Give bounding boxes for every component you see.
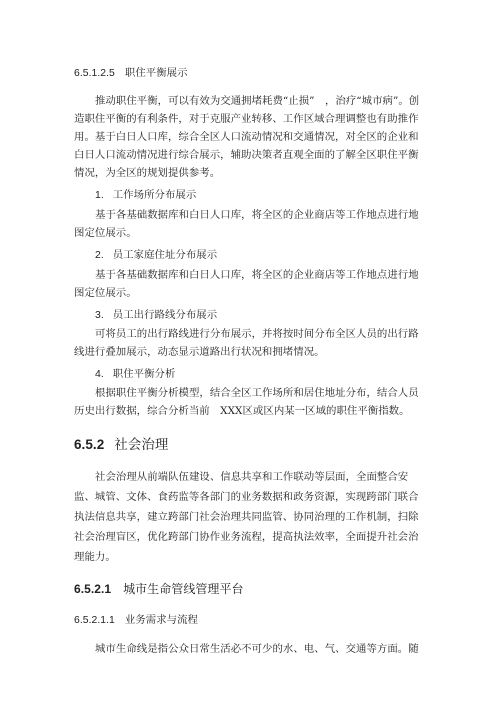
section-title: 职住平衡展示: [124, 67, 188, 79]
paragraph-line: 城市生命线是指公众日常生活必不可少的水、电、气、交通等方面。随: [95, 643, 419, 655]
paragraph-line: 基于各基础数据库和白日人口库，将全区的企业商店等工作地点进行地: [95, 269, 419, 281]
paragraph-line: 历史出行数据，综合分析当前 XXX区或区内某一区域的职住平衡指数。: [74, 405, 410, 417]
list-item-title: [95, 367, 175, 382]
list-item-label: 工作场所分布展示: [112, 189, 197, 201]
section-number: 6.5.2.1.1: [74, 615, 115, 626]
section-heading-6-5-2-1-1: [74, 613, 198, 628]
paragraph-line: 社会治理盲区，优化跨部门协作业务流程，提高执法效率，全面提升社会治: [74, 531, 419, 543]
paragraph-line: 基于各基础数据库和白日人口库，将全区的企业商店等工作地点进行地: [95, 209, 419, 221]
list-item-title: [95, 248, 217, 263]
paragraph-line: 执法信息共享，建立跨部门社会治理共同监管、协同治理的工作机制，扫除: [74, 511, 419, 523]
list-item-number: 3.: [95, 310, 104, 321]
section-number: 6.5.2.1: [74, 582, 112, 596]
paragraph-line: 图定位展示。: [74, 287, 137, 299]
list-item-title: [95, 188, 196, 203]
list-item-label: 职住平衡分析: [112, 368, 176, 380]
paragraph-line: 社会治理从前端队伍建设、信息共享和工作联动等层面，全面整合安: [95, 471, 409, 483]
list-item-number: 4.: [95, 369, 104, 380]
list-item-label: 员工家庭住址分布展示: [112, 249, 218, 261]
paragraph-line: 推动职住平衡，可以有效为交通拥堵耗费“止损” ，治疗“城市病”。创: [95, 95, 420, 107]
list-item-number: 1.: [95, 190, 104, 201]
section-title: 社会治理: [114, 437, 169, 453]
section-heading-6-5-2: [74, 436, 168, 454]
paragraph-line: 白日人口流动情况进行综合展示，辅助决策者直观全面的了解全区职住平衡: [74, 149, 419, 161]
section-heading-6-5-2-1: [74, 581, 244, 597]
section-title: 业务需求与流程: [124, 614, 198, 626]
paragraph-line: 理能力。: [74, 551, 116, 563]
paragraph-line: 线进行叠加展示，动态显示道路出行状况和拥堵情况。: [74, 346, 325, 358]
section-number: 6.5.1.2.5: [74, 68, 115, 79]
paragraph-line: 监、城管、文体、食药监等各部门的业务数据和政务资源，实现跨部门联合: [74, 491, 419, 503]
paragraph-line: 造职住平衡的有利条件，对于克服产业转移、工作区域合理调整也有助推作: [74, 113, 419, 125]
section-heading-6-5-1-2-5: [74, 66, 188, 81]
paragraph-line: 可将员工的出行路线进行分布展示，并将按时间分布全区人员的出行路: [95, 328, 419, 340]
list-item-label: 员工出行路线分布展示: [112, 309, 218, 321]
paragraph-line: 用。基于白日人口库，综合全区人口流动情况和交通情况，对全区的企业和: [74, 131, 419, 143]
list-item-title: [95, 308, 217, 323]
paragraph-line: 情况，为全区的规划提供参考。: [74, 167, 221, 179]
section-number: 6.5.2: [74, 437, 105, 452]
section-title: 城市生命管线管理平台: [123, 582, 244, 596]
paragraph-line: 图定位展示。: [74, 227, 137, 239]
paragraph-line: 根据职住平衡分析模型，结合全区工作场所和居住地址分布，结合人员: [95, 387, 419, 399]
list-item-number: 2.: [95, 250, 104, 261]
